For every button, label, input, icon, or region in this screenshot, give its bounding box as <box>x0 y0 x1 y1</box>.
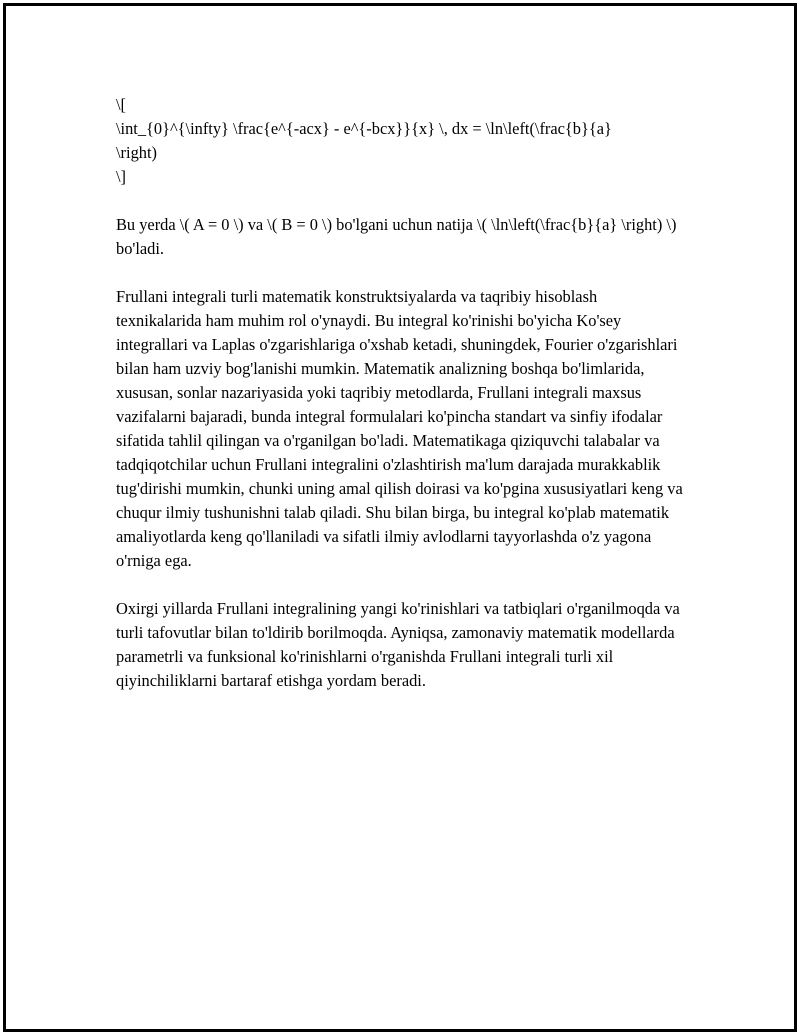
formula-line: \[ <box>116 95 127 114</box>
formula-line: \] <box>116 167 127 186</box>
paragraph-result: Bu yerda \( A = 0 \) va \( B = 0 \) bo'lgani uchun natija \( \ln\left(\frac{b}{a} \right) \) bo'ladi. <box>116 215 677 258</box>
paragraph-frullani-role: Frullani integrali turli matematik konstruktsiyalarda va taqribiy hisoblash texnikalarida ham muhim rol o'ynaydi. Bu integral ko'rinishi bo'yicha Ko'sey integrallari va Laplas o'zgarishlariga o'xshab ketadi, shuningdek, Fourier o'zgarishlari bilan ham uzviy bog'lanishi mumkin. Matematik analizning boshqa bo'limlarida, xususan, sonlar nazariyasida yoki taqribiy metodlarda, Frullani integrali maxsus vazifalarni bajaradi, bunda integral formulalari ko'pincha standart va sinfiy ifodalar sifatida tahlil qilingan va o'rganilgan bo'ladi. Matematikaga qiziquvchi talabalar va tadqiqotchilar uchun Frullani integralini o'zlashtirish ma'lum darajada murakkablik tug'dirishi mumkin, chunki uning amal qilish doirasi va ko'pgina xususiyatlari keng va chuqur ilmiy tushunishni talab qiladi. Shu bilan birga, bu integral ko'plab matematik amaliyotlarda keng qo'llaniladi va sifatli ilmiy avlodlarni tayyorlashda o'z yagona o'rniga ega. <box>116 287 683 570</box>
document-body <box>116 93 686 717</box>
paragraph-recent-years: Oxirgi yillarda Frullani integralining yangi ko'rinishlari va tatbiqlari o'rganilmoqda va turli tafovutlar bilan to'ldirib borilmoqda. Ayniqsa, zamonaviy matematik modellarda parametrli va funksional ko'rinishlarni o'rganishda Frullani integrali turli xil qiyinchiliklarni bartaraf etishga yordam beradi. <box>116 599 680 690</box>
formula-line: \right) <box>116 143 157 162</box>
latex-formula-block <box>116 93 686 189</box>
formula-line: \int_{0}^{\infty} \frac{e^{-acx} - e^{-bcx}}{x} \, dx = \ln\left(\frac{b}{a} <box>116 119 612 138</box>
